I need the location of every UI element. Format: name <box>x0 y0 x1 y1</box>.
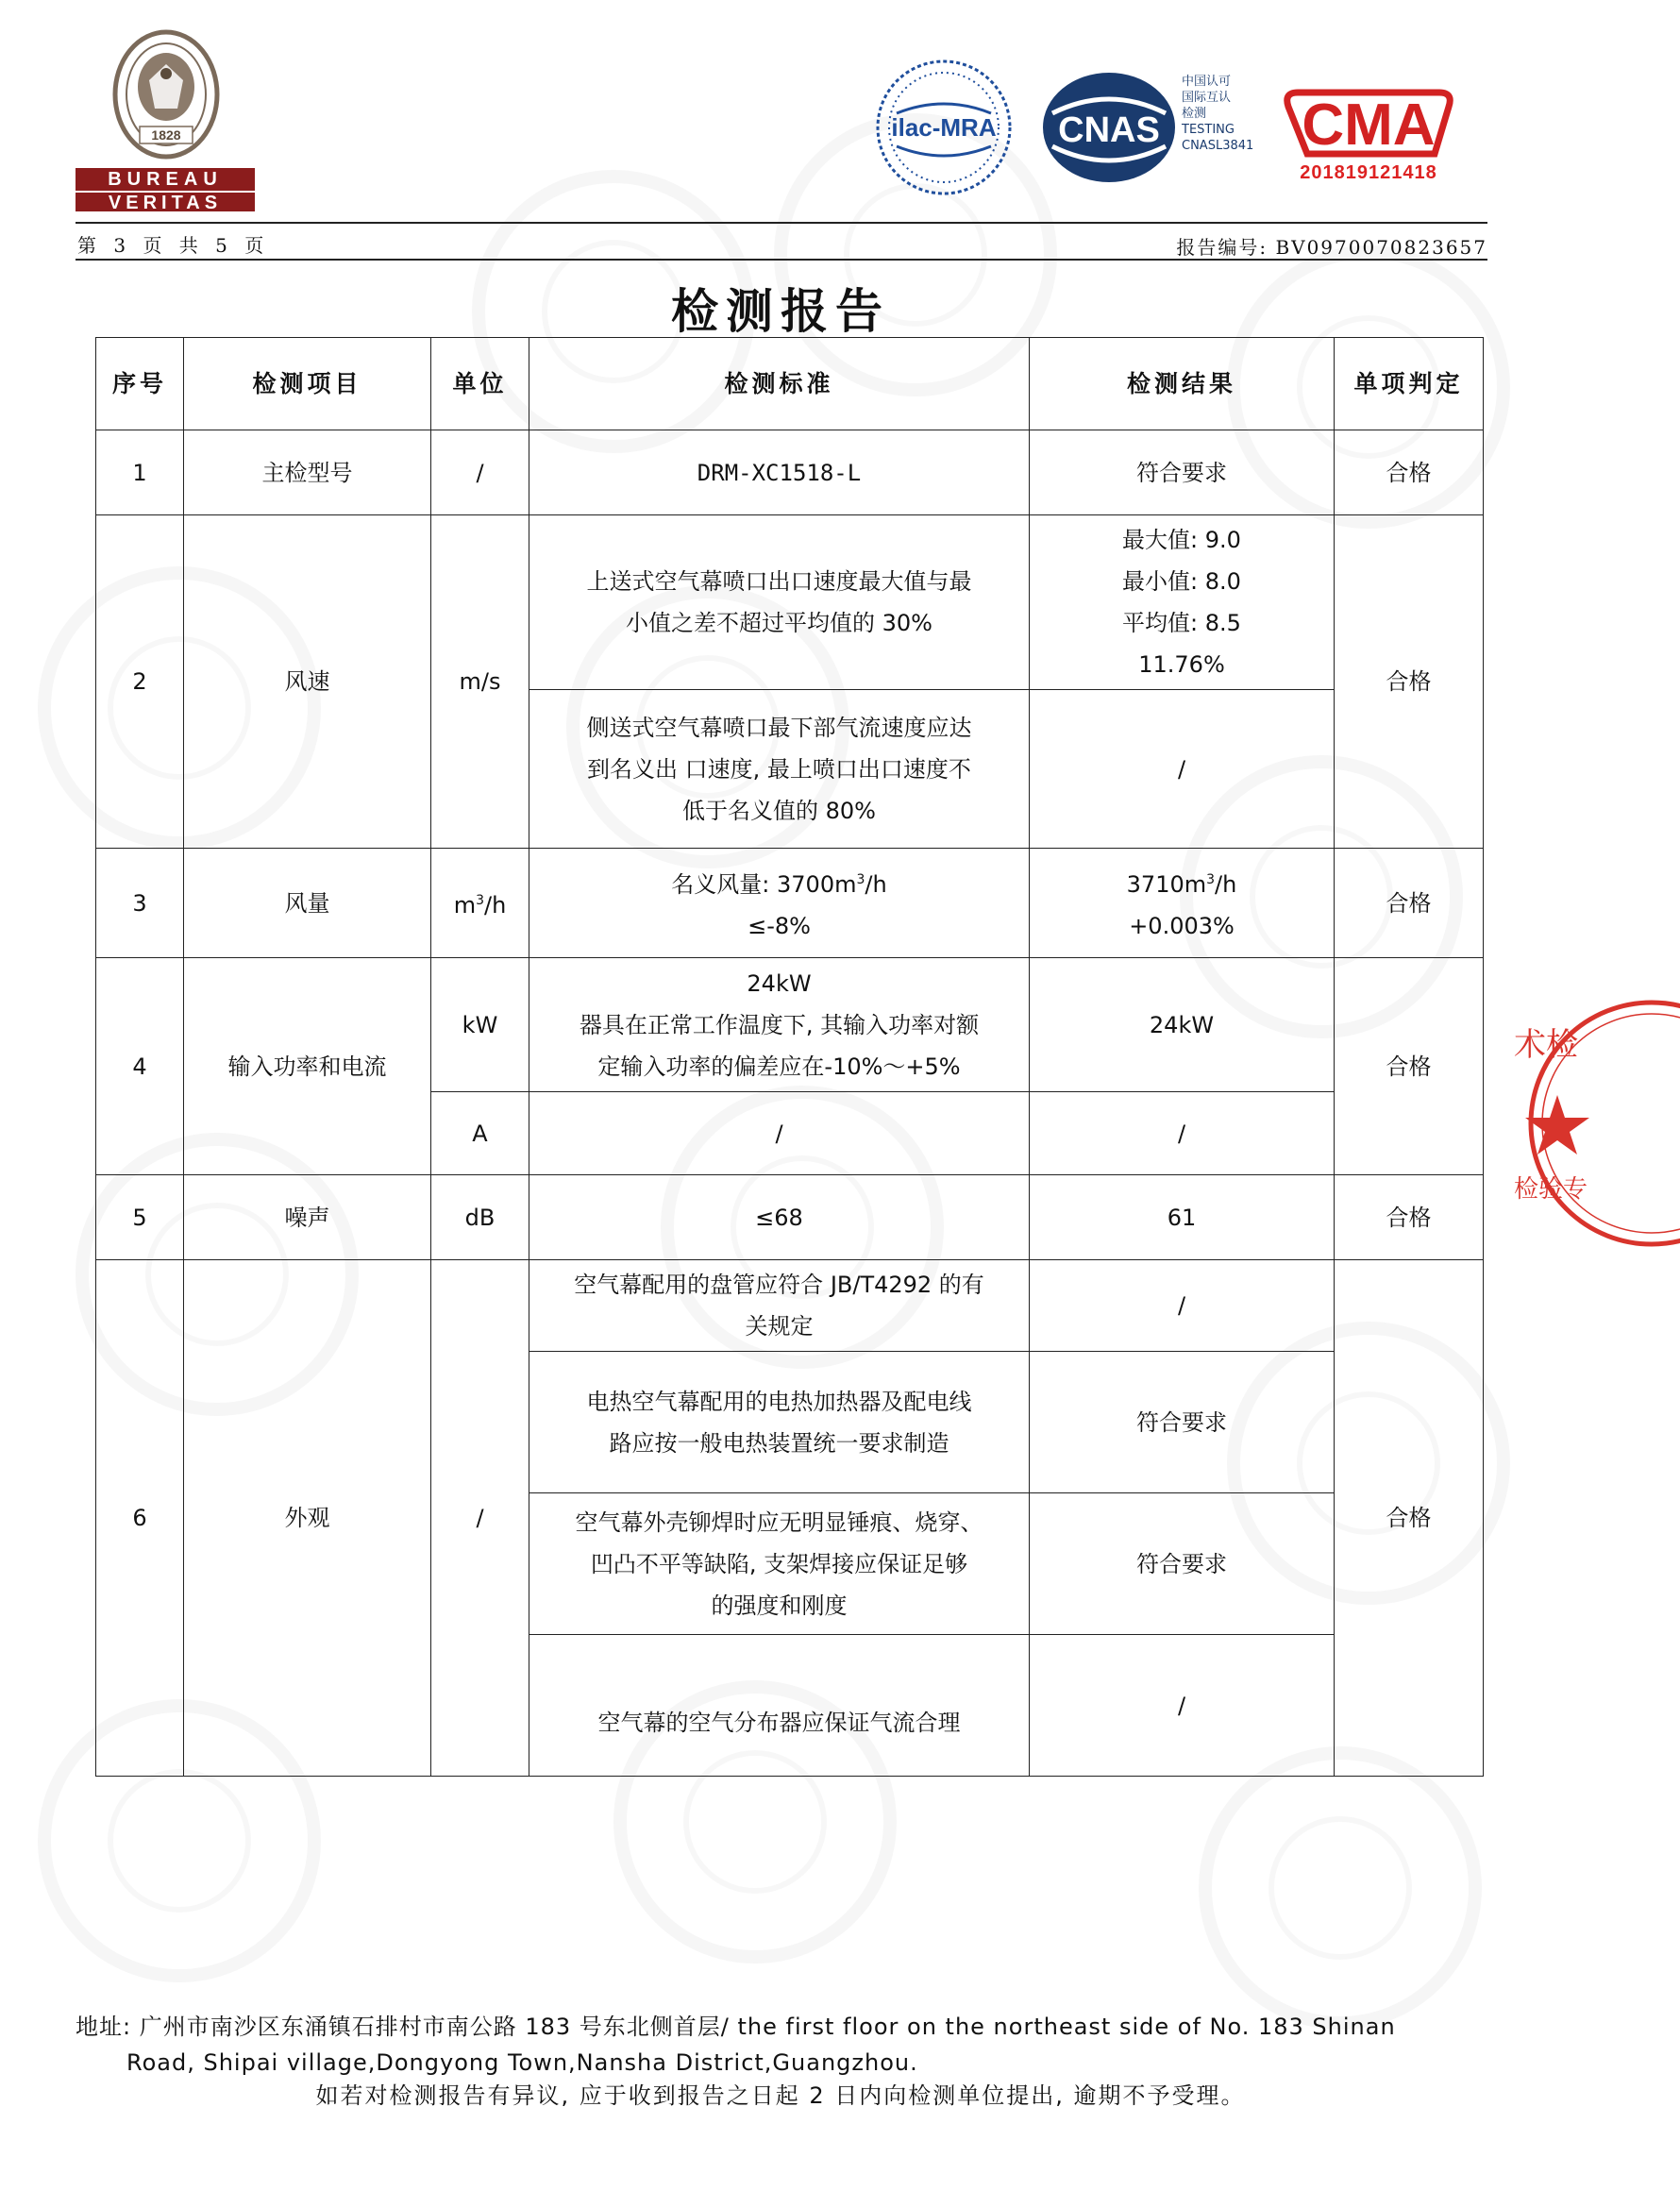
cell-standard <box>529 1260 1030 1352</box>
standard-line: 24kW <box>747 969 812 997</box>
cell-result: 61 <box>1030 1175 1335 1260</box>
table-row <box>96 1175 1484 1260</box>
cell-standard <box>529 690 1030 849</box>
svg-text:检验专: 检验专 <box>1514 1175 1588 1204</box>
cell-no: 1 <box>96 430 184 515</box>
result-text: 3710m <box>1126 871 1207 898</box>
cell-item: 风量 <box>184 849 431 958</box>
footer-notice: 如若对检测报告有异议, 应于收到报告之日起 2 日内向检测单位提出, 逾期不予受理。 <box>315 2082 1246 2109</box>
cell-item: 外观 <box>184 1260 431 1777</box>
cnas-globe-icon <box>1038 66 1180 189</box>
cell-item: 风速 <box>184 515 431 849</box>
standard-line: 的强度和刚度 <box>711 1592 848 1619</box>
unit-text: /h <box>484 892 507 919</box>
cell-unit <box>431 849 529 958</box>
cell-unit: A <box>431 1092 529 1175</box>
cnas-logo <box>1038 66 1274 189</box>
table-row <box>96 958 1484 1092</box>
cell-result: / <box>1030 1260 1335 1352</box>
header-rule <box>76 259 1487 261</box>
standard-line: 路应按一般电热装置统一要求制造 <box>609 1429 949 1457</box>
table-row <box>96 515 1484 690</box>
standard-line: ≤-8% <box>748 913 811 939</box>
cma-number: 201819121418 <box>1300 162 1437 183</box>
header-standard: 检测标准 <box>529 338 1030 430</box>
test-results-table <box>95 337 1484 1777</box>
svg-text:CMA: CMA <box>1302 93 1436 158</box>
cnas-caption <box>1182 74 1253 154</box>
cell-unit: m/s <box>431 515 529 849</box>
standard-superscript: 3 <box>856 872 865 887</box>
red-stamp <box>1510 1001 1680 1246</box>
cell-result: / <box>1030 690 1335 849</box>
cell-no: 2 <box>96 515 184 849</box>
cell-unit: kW <box>431 958 529 1092</box>
unit-text: m <box>453 892 477 919</box>
standard-line: 小值之差不超过平均值的 30% <box>626 610 932 636</box>
standard-line: 器具在正常工作温度下, 其输入功率对额 <box>579 1011 980 1038</box>
standard-line <box>535 859 1023 905</box>
cell-item: 噪声 <box>184 1175 431 1260</box>
cell-verdict: 合格 <box>1335 849 1484 958</box>
cell-verdict: 合格 <box>1335 958 1484 1175</box>
header-item: 检测项目 <box>184 338 431 430</box>
table-row <box>96 1260 1484 1352</box>
header-verdict: 单项判定 <box>1335 338 1484 430</box>
header-rule <box>76 222 1487 224</box>
cell-standard: DRM-XC1518-L <box>529 430 1030 515</box>
cell-verdict: 合格 <box>1335 1260 1484 1777</box>
cell-standard <box>529 849 1030 958</box>
result-line: 最小值: 8.0 <box>1122 568 1241 595</box>
footer-address <box>76 2009 1491 2081</box>
cnas-caption-line: TESTING <box>1182 123 1235 137</box>
standard-text: 名义风量: 3700m <box>671 871 857 898</box>
standard-line: 低于名义值的 80% <box>682 797 876 824</box>
cell-standard <box>529 515 1030 690</box>
table-row <box>96 849 1484 958</box>
cell-no: 3 <box>96 849 184 958</box>
standard-line: 凹凸不平等缺陷, 支架焊接应保证足够 <box>590 1550 968 1577</box>
cell-result: / <box>1030 1635 1335 1777</box>
result-text: /h <box>1215 871 1237 898</box>
report-number: 报告编号: BV0970070823657 <box>1176 236 1487 259</box>
cell-standard: / <box>529 1092 1030 1175</box>
cnas-caption-line: 国际互认 <box>1182 91 1232 105</box>
result-line: 11.76% <box>1138 651 1225 678</box>
cell-no: 4 <box>96 958 184 1175</box>
svg-text:1828: 1828 <box>151 127 181 143</box>
bv-logo-veritas: VERITAS <box>76 191 255 211</box>
cell-unit: / <box>431 430 529 515</box>
watermark-seal <box>1199 1746 1482 2030</box>
svg-text:CNAS: CNAS <box>1058 110 1160 150</box>
standard-line: 到名义出 口速度, 最上喷口出口速度不 <box>587 755 971 783</box>
cnas-caption-line: 检测 <box>1182 107 1207 121</box>
table-row <box>96 430 1484 515</box>
standard-line: 定输入功率的偏差应在-10%～+5% <box>597 1053 961 1080</box>
header-result: 检测结果 <box>1030 338 1335 430</box>
cell-verdict: 合格 <box>1335 430 1484 515</box>
result-line: +0.003% <box>1129 913 1235 939</box>
cell-item: 输入功率和电流 <box>184 958 431 1175</box>
cell-result: 符合要求 <box>1030 1493 1335 1635</box>
standard-line: 空气幕外壳铆焊时应无明显锤痕、烧穿、 <box>575 1509 983 1536</box>
result-line <box>1035 859 1328 905</box>
cell-result <box>1030 515 1335 690</box>
standard-line: 空气幕配用的盘管应符合 JB/T4292 的有 <box>574 1272 984 1298</box>
address-line: Road, Shipai village,Dongyong Town,Nansha District,Guangzhou. <box>126 2049 918 2076</box>
header-unit: 单位 <box>431 338 529 430</box>
bv-seal-icon <box>111 28 221 160</box>
svg-text:术检: 术检 <box>1514 1026 1578 1064</box>
standard-line: 上送式空气幕喷口出口速度最大值与最 <box>586 568 972 595</box>
result-line: 最大值: 9.0 <box>1122 527 1241 553</box>
cnas-caption-line: 中国认可 <box>1182 75 1232 89</box>
bureau-veritas-logo <box>76 28 255 217</box>
table-header-row <box>96 338 1484 430</box>
standard-line: 侧送式空气幕喷口最下部气流速度应达 <box>586 714 972 741</box>
cell-item: 主检型号 <box>184 430 431 515</box>
cell-result: 符合要求 <box>1030 430 1335 515</box>
svg-text:ilac-MRA: ilac-MRA <box>891 113 997 142</box>
standard-line: 关规定 <box>745 1313 814 1340</box>
result-line: 平均值: 8.5 <box>1122 610 1241 636</box>
ilac-mra-logo <box>873 57 1015 198</box>
unit-superscript: 3 <box>476 893 484 908</box>
cell-standard <box>529 1493 1030 1635</box>
standard-line: 电热空气幕配用的电热加热器及配电线 <box>586 1388 972 1415</box>
address-line: 地址: 广州市南沙区东涌镇石排村市南公路 183 号东北侧首层/ the first floor on the northeast side of No. 183 Shinan <box>76 2014 1396 2040</box>
standard-text: /h <box>865 871 887 898</box>
cell-result <box>1030 849 1335 958</box>
cell-unit: / <box>431 1260 529 1777</box>
cell-no: 6 <box>96 1260 184 1777</box>
cnas-caption-line: CNASL3841 <box>1182 139 1254 153</box>
result-superscript: 3 <box>1206 872 1216 887</box>
cell-standard: ≤68 <box>529 1175 1030 1260</box>
page-info: 第 3 页 共 5 页 <box>77 234 270 257</box>
page-title: 检测报告 <box>671 283 890 339</box>
cell-verdict: 合格 <box>1335 515 1484 849</box>
cell-verdict: 合格 <box>1335 1175 1484 1260</box>
cell-result: 符合要求 <box>1030 1352 1335 1493</box>
cell-standard <box>529 1352 1030 1493</box>
cell-standard <box>529 958 1030 1092</box>
header-no: 序号 <box>96 338 184 430</box>
cell-standard: 空气幕的空气分布器应保证气流合理 <box>529 1635 1030 1777</box>
bv-logo-bureau: BUREAU <box>76 168 255 191</box>
cell-unit: dB <box>431 1175 529 1260</box>
cell-no: 5 <box>96 1175 184 1260</box>
cell-result: 24kW <box>1030 958 1335 1092</box>
cell-result: / <box>1030 1092 1335 1175</box>
